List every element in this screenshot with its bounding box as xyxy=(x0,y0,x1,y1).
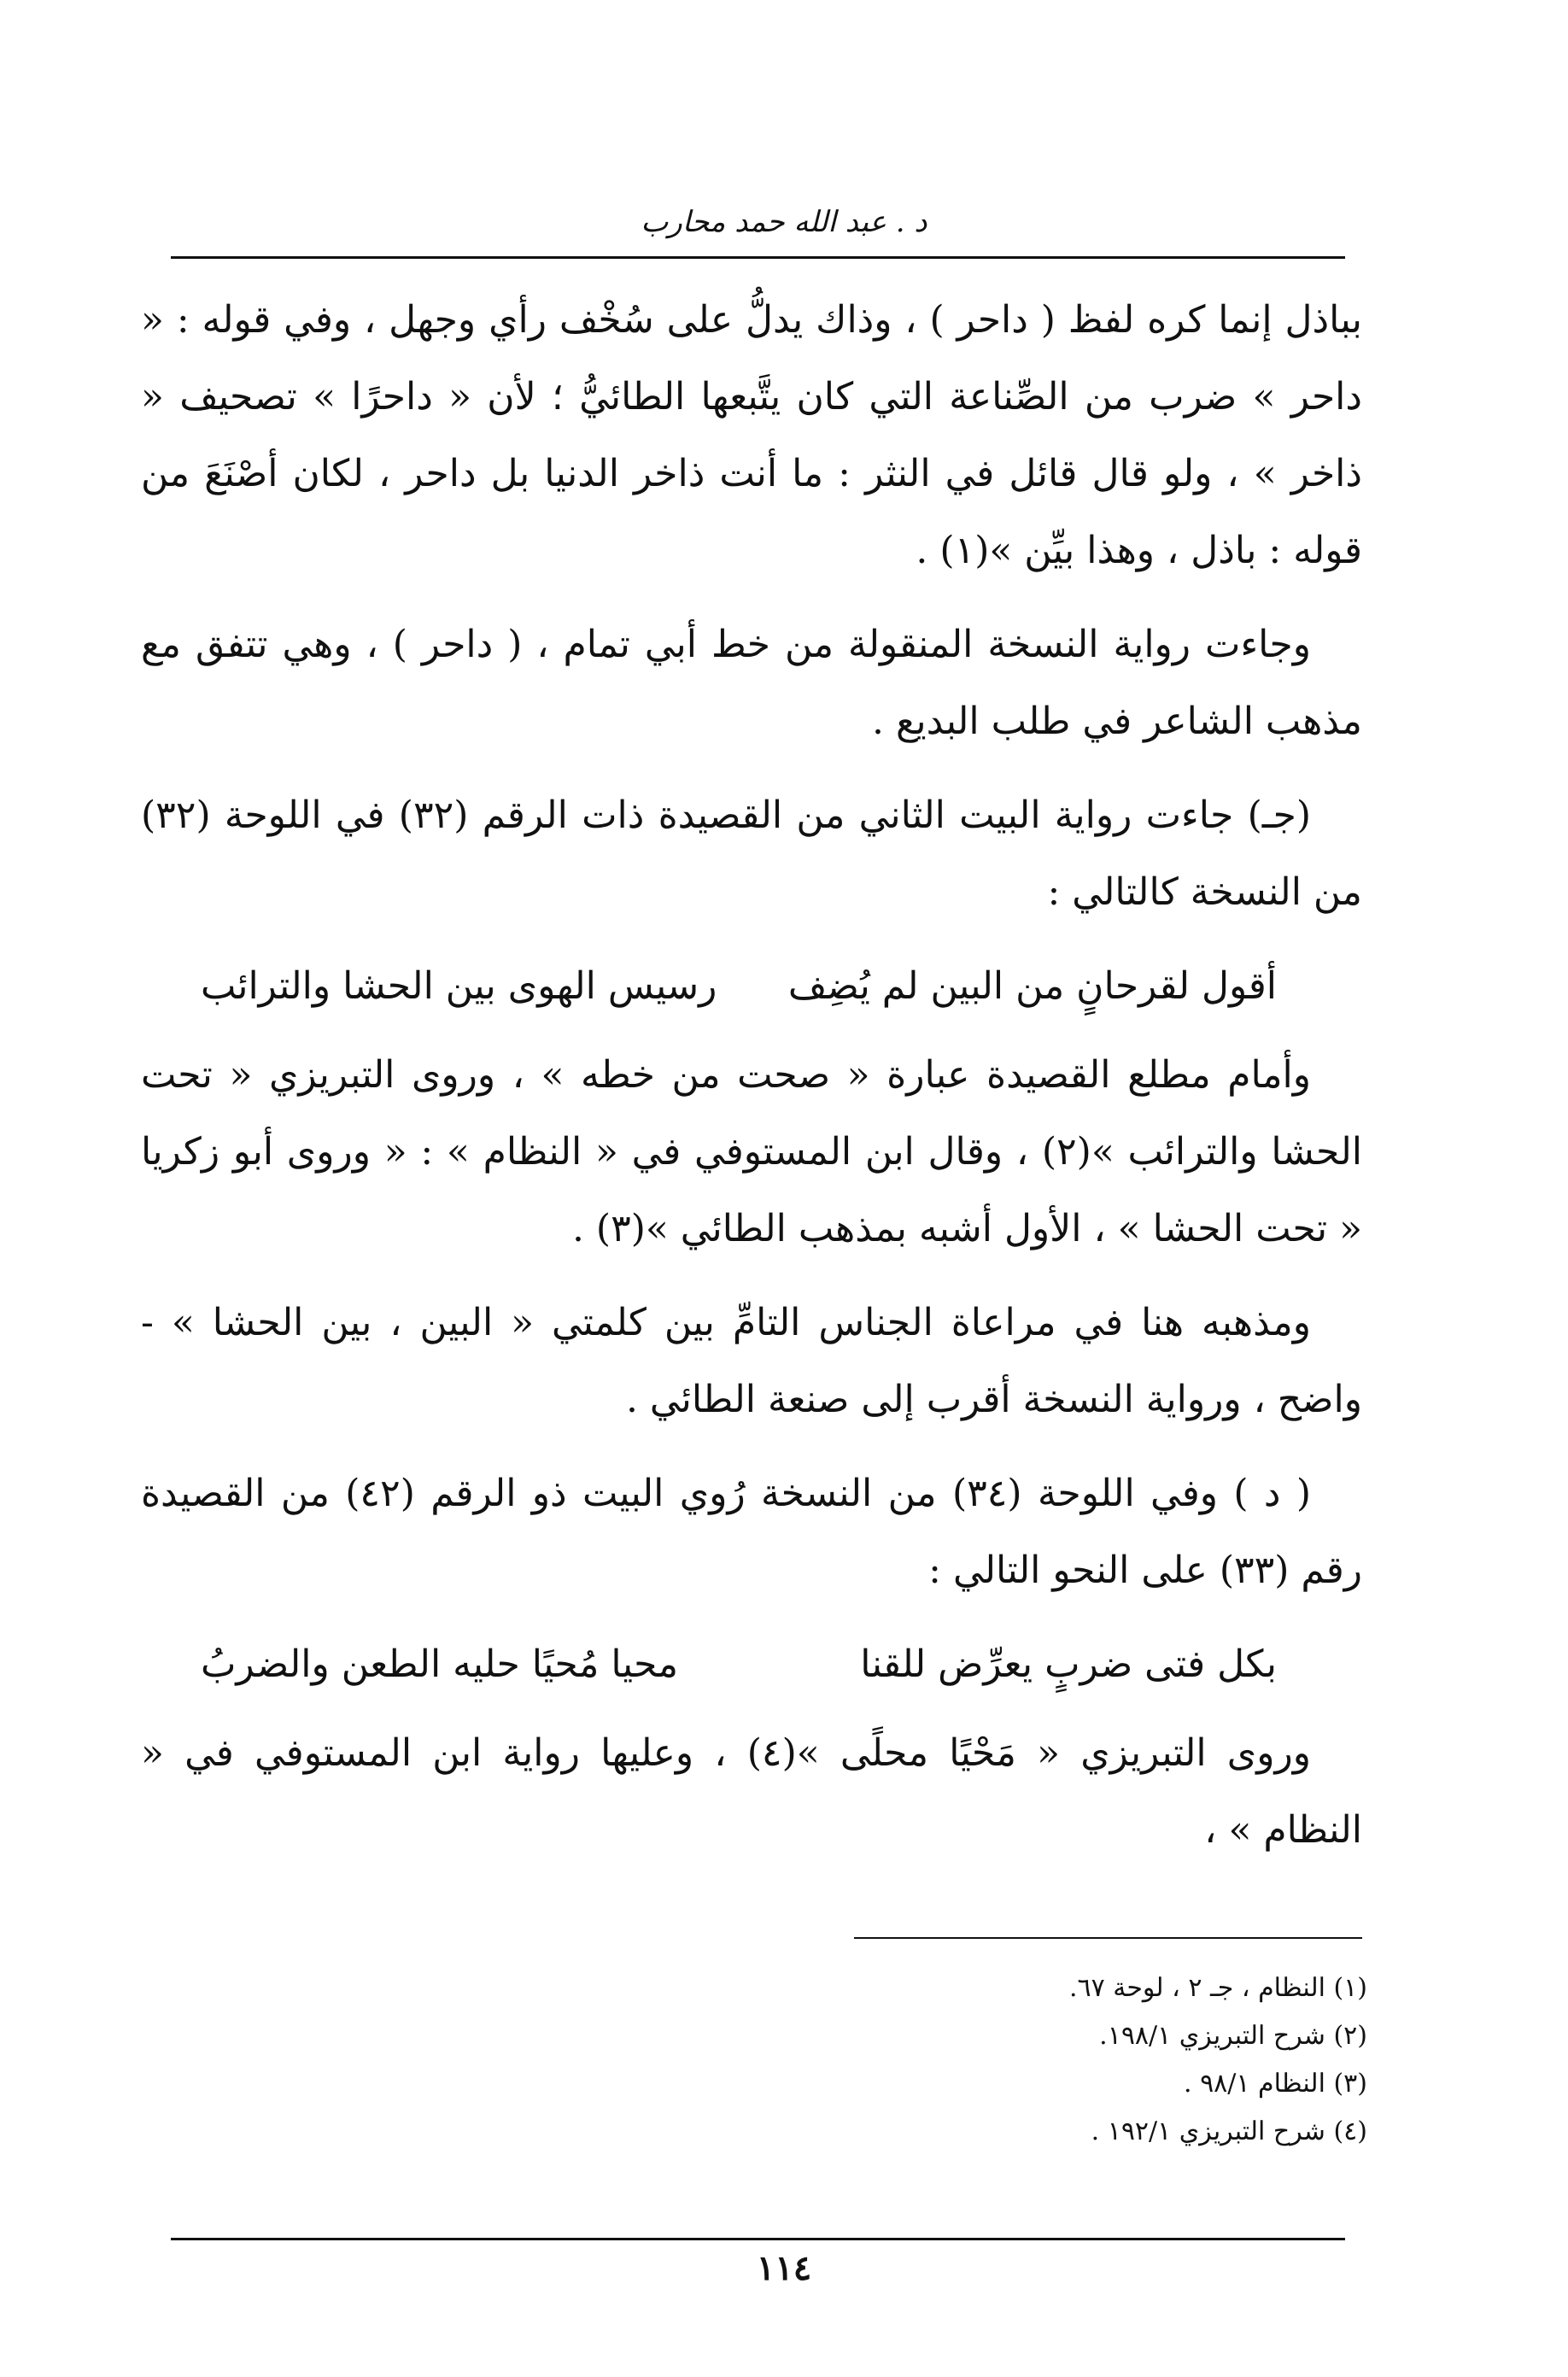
poetry-verse xyxy=(141,948,1362,1025)
running-header: د . عبد الله حمد محارب xyxy=(641,205,927,239)
footnote: (٢) شرح التبريزي ١٩٨/١. xyxy=(1099,2021,1367,2051)
footer-rule xyxy=(171,2238,1345,2240)
paragraph: (جـ) جاءت رواية البيت الثاني من القصيدة ذات الرقم (٣٢) في اللوحة (٣٢) من النسخة كالتالي : xyxy=(141,793,1362,914)
verse-first-hemistich: بكل فتى ضربٍ يعرِّض للقنا xyxy=(860,1642,1277,1686)
verse-second-hemistich: رسيس الهوى بين الحشا والترائب xyxy=(201,964,717,1008)
verse-second-hemistich: محيا مُحيًا حليه الطعن والضربُ xyxy=(201,1642,679,1686)
footnote: (٤) شرح التبريزي ١٩٢/١ . xyxy=(1091,2116,1367,2146)
paragraph: وجاءت رواية النسخة المنقولة من خط أبي تمام ، ( داحر ) ، وهي تتفق مع مذهب الشاعر في طلب البديع . xyxy=(141,623,1362,743)
footnote: (٣) النظام ٩٨/١ . xyxy=(1183,2069,1367,2099)
footnotes xyxy=(513,1964,1367,2156)
header-rule xyxy=(171,256,1345,259)
paragraph: بباذل إنما كره لفظ ( داحر ) ، وذاك يدلُّ على سُخْف رأي وجهل ، وفي قوله : « داحر » ضرب من الصِّناعة التي كان يتَّبعها الطائيُّ ؛ لأن « داحرًا » تصحيف « ذاخر » ، ولو قال قائل في النثر : ما أنت ذاخر الدنيا بل داحر ، لكان أصْنَعَ من قوله : باذل ، وهذا بيِّن »(١) . xyxy=(141,298,1362,572)
main-text xyxy=(141,282,1362,1886)
page-number: ١١٤ xyxy=(756,2248,812,2288)
verse-first-hemistich: أقول لقرحانٍ من البين لم يُضِف xyxy=(787,964,1277,1008)
paragraph: ( د ) وفي اللوحة (٣٤) من النسخة رُوي البيت ذو الرقم (٤٢) من القصيدة رقم (٣٣) على النحو التالي : xyxy=(141,1472,1362,1592)
footnote-rule xyxy=(854,1937,1362,1939)
footnote: (١) النظام ، جـ ٢ ، لوحة ٦٧. xyxy=(1068,1973,1367,2003)
paragraph: وروى التبريزي « مَحْيًا محلًى »(٤) ، وعليها رواية ابن المستوفي في « النظام » ، xyxy=(141,1731,1362,1852)
paragraph: وأمام مطلع القصيدة عبارة « صحت من خطه » ، وروى التبريزي « تحت الحشا والترائب »(٢) ، وقال ابن المستوفي في « النظام » : « وروى أبو زكريا « تحت الحشا » ، الأول أشبه بمذهب الطائي »(٣) . xyxy=(141,1053,1363,1250)
poetry-verse xyxy=(141,1626,1362,1703)
paragraph: ومذهبه هنا في مراعاة الجناس التامِّ بين كلمتي « البين ، بين الحشا » - واضح ، ورواية النسخة أقرب إلى صنعة الطائي . xyxy=(141,1301,1362,1421)
